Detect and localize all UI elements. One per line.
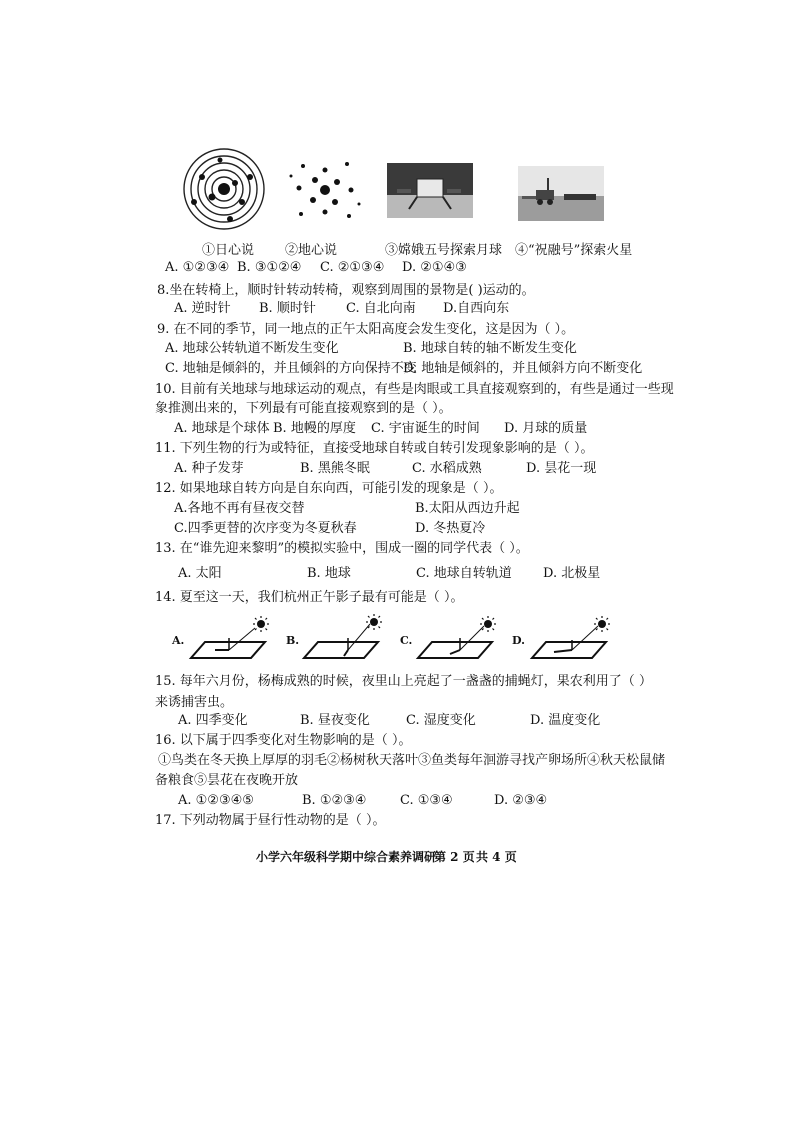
q15-option-d: D. 温度变化 <box>530 713 601 728</box>
q16-option-a: A. ①②③④⑤ <box>178 793 254 808</box>
geocentric-diagram <box>285 152 365 228</box>
q7-caption-1: ①日心说 <box>202 243 255 258</box>
q13-stem: 13. 在“谁先迎来黎明”的模拟实验中，围成一圈的同学代表（ ）。 <box>155 541 529 556</box>
q11-option-d: D. 昙花一现 <box>526 461 597 476</box>
q13-option-c: C. 地球自转轨道 <box>416 566 512 581</box>
q10-stem-line2: 象推测出来的，下列最有可能直接观察到的是（ ）。 <box>155 401 452 416</box>
q14-label-c: C. <box>400 634 413 647</box>
q10-option-c: C. 宇宙诞生的时间 <box>371 421 480 436</box>
q14-shadow-diagram-d <box>526 616 616 662</box>
q9-stem: 9. 在不同的季节，同一地点的正午太阳高度会发生变化，这是因为（ ）。 <box>157 322 575 337</box>
change5-moon-photo <box>387 163 473 218</box>
q8-option-b: B. 顺时针 <box>259 301 316 316</box>
footer-page-number: 第 2 页 <box>434 850 475 864</box>
q14-stem: 14. 夏至这一天，我们杭州正午影子最有可能是（ ）。 <box>155 590 464 605</box>
zhurong-mars-photo <box>518 166 604 221</box>
q14-shadow-diagram-c <box>412 616 502 662</box>
q15-option-b: B. 昼夜变化 <box>300 713 370 728</box>
q15-stem-line2: 来诱捕害虫。 <box>155 695 234 710</box>
q9-option-c: C. 地轴是倾斜的，并且倾斜的方向保持不变 <box>165 361 417 376</box>
q10-option-b: B. 地幔的厚度 <box>273 421 356 436</box>
q11-stem: 11. 下列生物的行为或特征，直接受地球自转或自转引发现象影响的是（ ）。 <box>155 441 594 456</box>
q14-label-a: A. <box>172 634 185 647</box>
q16-option-d: D. ②③④ <box>494 793 548 808</box>
q13-option-b: B. 地球 <box>307 566 351 581</box>
q14-label-b: B. <box>286 634 300 647</box>
q10-option-a: A. 地球是个球体 <box>174 421 270 436</box>
q10-option-d: D. 月球的质量 <box>504 421 588 436</box>
q11-option-a: A. 种子发芽 <box>174 461 244 476</box>
q16-option-b: B. ①②③④ <box>302 793 367 808</box>
q17-stem: 17. 下列动物属于昼行性动物的是（ ）。 <box>155 813 386 828</box>
q16-detail-line2: 备粮食⑤昙花在夜晚开放 <box>155 773 299 788</box>
q12-option-a: A.各地不再有昼夜交替 <box>174 501 305 516</box>
q14-shadow-diagram-b <box>298 614 388 662</box>
q7-caption-2: ②地心说 <box>285 243 338 258</box>
q14-shadow-diagram-a <box>185 616 275 662</box>
q10-stem-line1: 10. 目前有关地球与地球运动的观点，有些是肉眼或工具直接观察到的，有些是通过一些现 <box>155 382 674 397</box>
q14-label-d: D. <box>512 634 525 647</box>
q12-option-c: C.四季更替的次序变为冬夏秋春 <box>174 521 357 536</box>
q13-option-d: D. 北极星 <box>543 566 601 581</box>
heliocentric-diagram <box>182 147 266 231</box>
q9-option-b: B. 地球自转的轴不断发生变化 <box>403 341 577 356</box>
q9-option-a: A. 地球公转轨道不断发生变化 <box>165 341 339 356</box>
footer-title: 小学六年级科学期中综合素养调研 <box>256 850 437 864</box>
footer-total-pages: 共 4 页 <box>476 850 517 864</box>
q7-option-d: D. ②①④③ <box>402 260 467 275</box>
q7-option-c: C. ②①③④ <box>320 260 385 275</box>
q12-option-b: B.太阳从西边升起 <box>415 501 520 516</box>
q8-stem: 8.坐在转椅上，顺时针转动转椅，观察到周围的景物是( )运动的。 <box>157 283 535 298</box>
q8-option-c: C. 自北向南 <box>346 301 416 316</box>
q15-stem-line1: 15. 每年六月份，杨梅成熟的时候，夜里山上亮起了一盏盏的捕蝇灯，果农利用了（ ） <box>155 674 652 689</box>
q15-option-a: A. 四季变化 <box>178 713 248 728</box>
q7-option-a: A. ①②③④ <box>165 260 230 275</box>
q15-option-c: C. 湿度变化 <box>406 713 476 728</box>
q16-option-c: C. ①③④ <box>400 793 453 808</box>
q12-stem: 12. 如果地球自转方向是自东向西，可能引发的现象是（ ）。 <box>155 481 503 496</box>
q11-option-c: C. 水稻成熟 <box>412 461 482 476</box>
q8-option-a: A. 逆时针 <box>174 301 231 316</box>
q12-option-d: D. 冬热夏冷 <box>415 521 486 536</box>
q11-option-b: B. 黑熊冬眠 <box>300 461 370 476</box>
q7-caption-3: ③嫦娥五号探索月球 <box>385 243 503 258</box>
q7-caption-4: ④“祝融号”探索火星 <box>515 243 633 258</box>
q8-option-d: D.自西向东 <box>443 301 510 316</box>
q9-option-d: D. 地轴是倾斜的，并且倾斜方向不断变化 <box>403 361 643 376</box>
q16-stem: 16. 以下属于四季变化对生物影响的是（ ）。 <box>155 733 412 748</box>
q16-detail-line1: ①鸟类在冬天换上厚厚的羽毛②杨树秋天落叶③鱼类每年洄游寻找产卵场所④秋天松鼠储 <box>158 753 666 768</box>
q7-option-b: B. ③①②④ <box>237 260 302 275</box>
q13-option-a: A. 太阳 <box>178 566 222 581</box>
